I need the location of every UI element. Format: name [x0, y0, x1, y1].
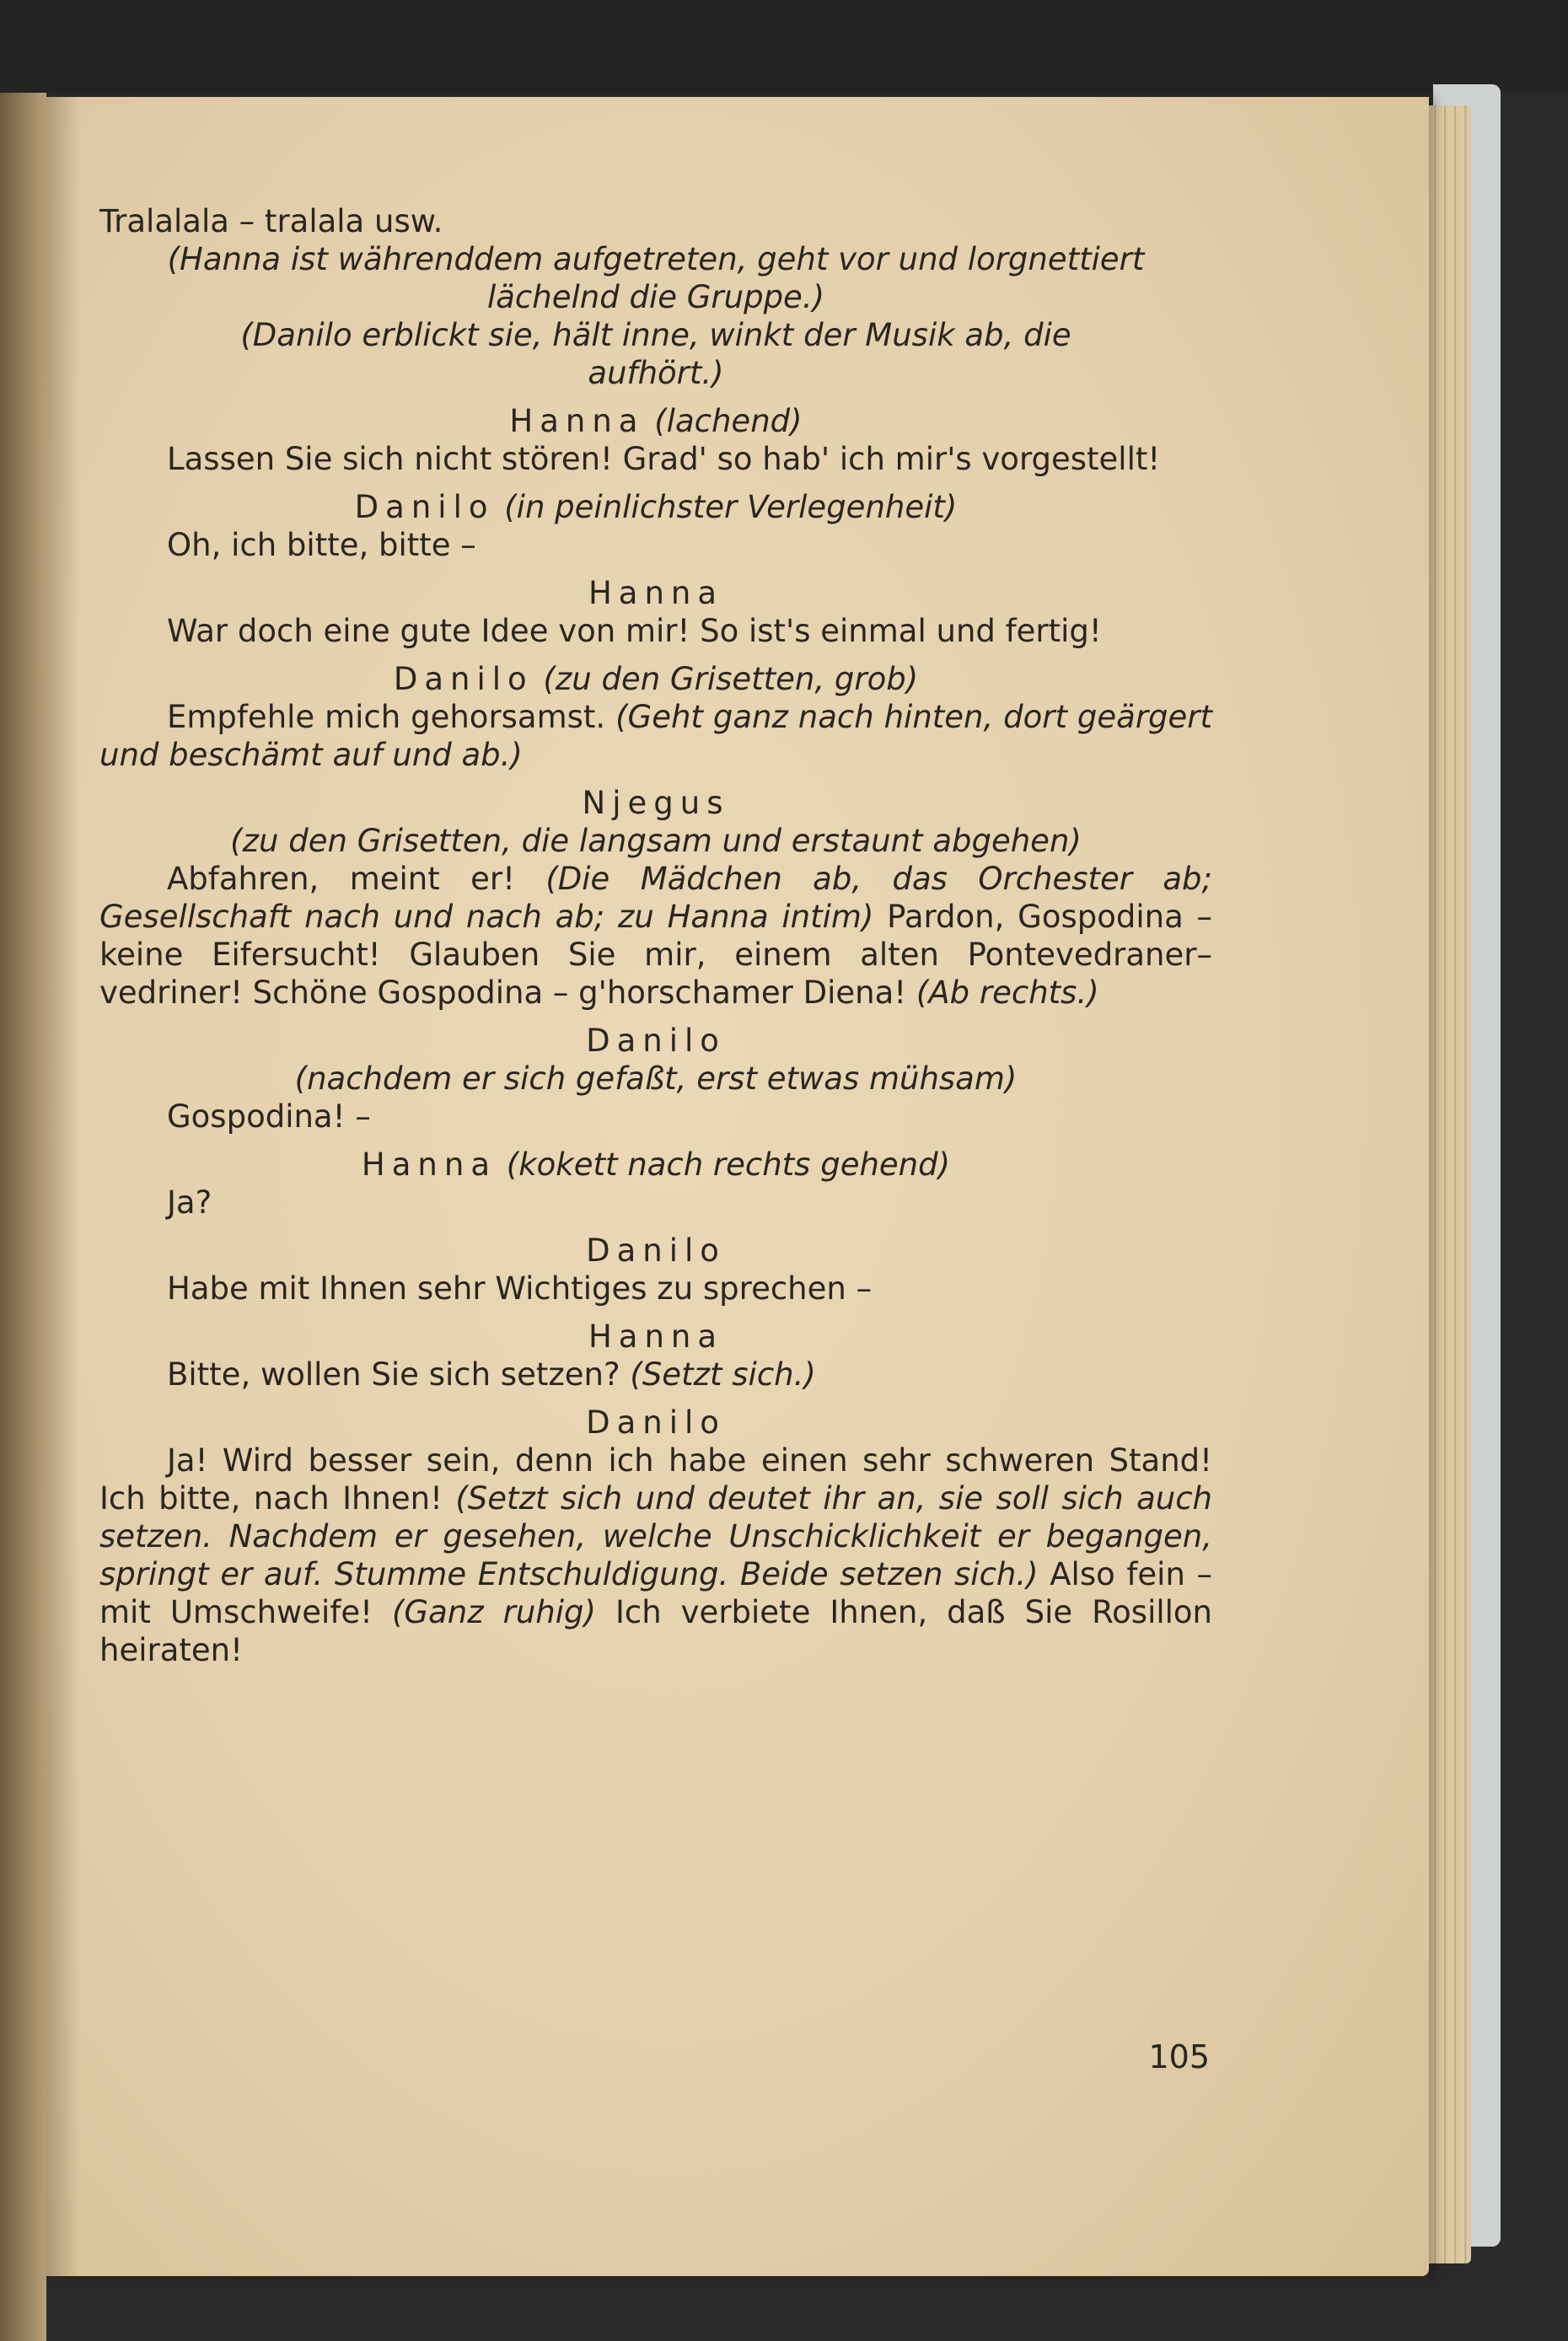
dialogue-line	[99, 1442, 1212, 1669]
dialogue-line: Gospodina! –	[167, 1098, 371, 1135]
speaker-heading	[99, 1022, 1212, 1060]
stage-direction-part: (Danilo erblickt sie, hält inne, winkt der Musik ab, die	[240, 317, 1071, 353]
speaker-heading	[99, 488, 1212, 526]
stage-direction-inline: (Setzt sich.)	[630, 1356, 816, 1393]
speaker-name: Danilo	[586, 1232, 726, 1269]
page-number: 105	[1148, 2038, 1210, 2075]
stage-direction-inline: (Die Mädchen ab, das Orchester ab; Gesellschaft nach und nach ab; zu Hanna intim)	[99, 861, 1212, 935]
dialogue-line: Ja?	[167, 1184, 212, 1221]
speaker-direction: (kokett nach rechts gehend)	[506, 1146, 951, 1183]
dialogue-line	[99, 860, 1212, 1012]
dialogue-line: Lassen Sie sich nicht stören! Grad' so hab' ich mir's vorgestellt!	[167, 441, 1161, 477]
speaker-name: Hanna	[361, 1146, 497, 1183]
stage-direction-inline: (Setzt sich und deutet ihr an, sie soll sich auch setzen. Nachdem er gesehen, welche Unschicklichkeit er begangen, springt er auf. Stumme Entschuldigung. Beide setzen sich.)	[99, 1480, 1212, 1592]
speaker-heading	[99, 574, 1212, 612]
scan-background	[0, 0, 1568, 93]
stage-direction	[99, 316, 1212, 392]
speaker-direction: (zu den Grisetten, die langsam und erstaunt abgehen)	[230, 823, 1082, 859]
dialogue-text: Ja! Wird besser sein, denn ich habe einen sehr schweren Stand! Ich bitte, nach Ihnen!	[99, 1442, 1212, 1517]
dialogue-line: Habe mit Ihnen sehr Wichtiges zu sprechen –	[167, 1270, 873, 1307]
speaker-name: Hanna	[588, 575, 724, 611]
speaker-direction: (lachend)	[654, 403, 803, 439]
speaker-direction: (in peinlichster Verlegenheit)	[504, 489, 958, 525]
speaker-direction: (zu den Grisetten, grob)	[543, 661, 919, 697]
speaker-name: Hanna	[509, 403, 645, 439]
speaker-direction: (nachdem er sich gefaßt, erst etwas mühsam)	[294, 1060, 1018, 1097]
facing-page-edge	[0, 93, 46, 2341]
dialogue-text: Also fein – mit Umschweife!	[99, 1556, 1213, 1630]
stage-direction-part: lächelnd die Gruppe.)	[486, 279, 825, 315]
speaker-heading	[99, 1318, 1212, 1356]
speaker-name: Hanna	[588, 1318, 724, 1355]
stage-direction-inline: (Ab rechts.)	[916, 975, 1099, 1011]
dialogue-text: Empfehle mich gehorsamst.	[167, 699, 606, 735]
dialogue-line	[99, 1356, 1212, 1393]
dialogue-text: Bitte, wollen Sie sich setzen?	[167, 1356, 620, 1393]
speaker-heading	[99, 1232, 1212, 1270]
stage-direction	[99, 240, 1212, 316]
speaker-heading	[99, 660, 1212, 698]
speaker-name: Njegus	[582, 785, 730, 821]
stage-direction-part: (Hanna ist währenddem aufgetreten, geht vor und lorgnettiert	[167, 241, 1145, 277]
speaker-name: Danilo	[393, 661, 534, 697]
stage-direction-part: aufhört.)	[588, 355, 724, 391]
dialogue-text: Pardon, Gospodina – keine Eifersucht! Glauben Sie mir, einem alten Pontevedraner–vedriner! Schöne Gospodina – g'horschamer Diena!	[99, 899, 1213, 1011]
page-text	[99, 202, 1212, 1669]
speaker-heading	[99, 1404, 1212, 1442]
speaker-heading	[99, 1146, 1212, 1184]
dialogue-text: Ich verbiete Ihnen, daß Sie Rosillon heiraten!	[99, 1594, 1213, 1668]
stage-direction-inline: (Ganz ruhig)	[391, 1594, 596, 1630]
speaker-name: Danilo	[586, 1404, 726, 1441]
speaker-name: Danilo	[354, 489, 495, 525]
speaker-heading	[99, 784, 1212, 822]
speaker-heading	[99, 402, 1212, 440]
dialogue-line: War doch eine gute Idee von mir! So ist's einmal und fertig!	[167, 613, 1102, 649]
dialogue-line: Oh, ich bitte, bitte –	[167, 527, 476, 563]
stage-direction-inline: (Geht ganz nach hinten, dort geärgert und beschämt auf und ab.)	[99, 699, 1212, 773]
song-line: Tralalala – tralala usw.	[99, 203, 443, 239]
speaker-name: Danilo	[586, 1023, 726, 1059]
gutter-shadow	[46, 97, 80, 2276]
dialogue-line	[99, 698, 1212, 774]
dialogue-text: Abfahren, meint er!	[167, 861, 515, 897]
